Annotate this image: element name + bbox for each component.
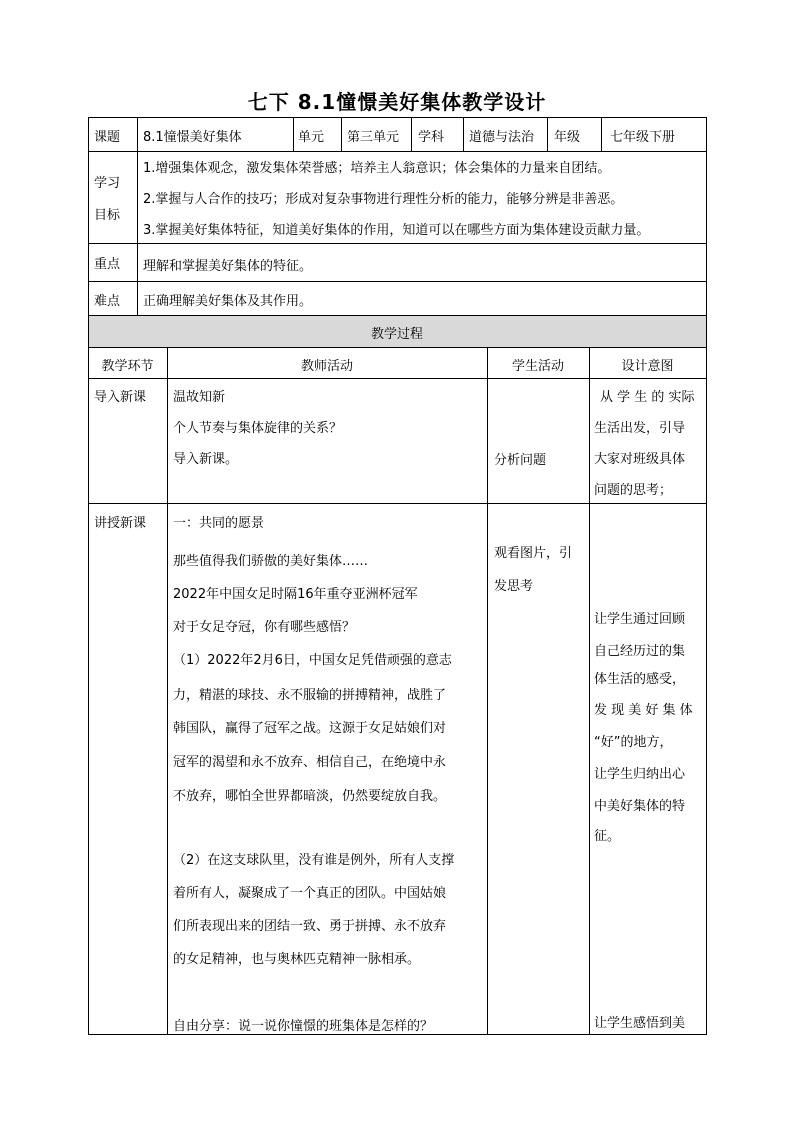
intent-lecture-line: 征。 [594,829,621,844]
intent-lecture-line: “好”的地方， [594,735,673,750]
goal-item: 2.掌握与人合作的技巧；形成对复杂事物进行理性分析的能力，能够分辨是非善恶。 [143,192,624,207]
teacher-lecture-line: 着所有人，凝聚成了一个真正的团队。中国姑娘 [173,886,447,901]
intent-lecture-line: 让学生通过回顾 [594,612,686,627]
student-intro: 分析问题 [494,453,547,468]
topic-value: 8.1憧憬美好集体 [143,130,242,145]
teacher-lecture-line: 一：共同的愿景 [173,516,265,531]
column-header-teacher: 教师活动 [300,359,353,374]
goals-label-line1: 学习 [94,176,121,191]
stage-intro: 导入新课 [94,390,147,405]
teacher-lecture-line: 2022年中国女足时隔16年重夺亚洲杯冠军 [173,587,418,602]
intent-lecture-line: 让学生感悟到美 [594,1016,686,1031]
teacher-intro-line: 温故知新 [173,390,226,405]
column-header-intent: 设计意图 [621,359,674,374]
unit-label: 单元 [298,130,325,145]
student-lecture-line: 观看图片，引 [494,546,573,561]
key-point-value: 理解和掌握美好集体的特征。 [143,259,313,274]
subject-value: 道德与法治 [469,130,535,145]
intent-lecture-line: 发 现 美 好 集 体 [594,703,693,718]
intent-intro-line: 问题的思考； [594,483,673,498]
goals-label-line2: 目标 [94,208,121,223]
page-title: 七下 8.1憧憬美好集体教学设计 [247,90,547,114]
teacher-lecture-line: （2）在这支球队里，没有谁是例外，所有人支撑 [173,853,455,868]
teacher-intro-line: 导入新课。 [173,452,239,467]
teacher-lecture-line: 的女足精神，也与奥林匹克精神一脉相承。 [173,952,421,967]
grade-label: 年级 [554,130,581,145]
teacher-lecture-line: 们所表现出来的团结一致、勇于拼搏、永不放弃 [173,919,447,934]
intent-lecture-line: 让学生归纳出心 [594,767,686,782]
teacher-lecture-line: 韩国队，赢得了冠军之战。这源于女足姑娘们对 [173,721,447,736]
grade-value: 七年级下册 [610,130,676,145]
difficulty-value: 正确理解美好集体及其作用。 [143,294,313,309]
unit-value: 第三单元 [347,130,400,145]
teacher-lecture-line: 自由分享：说一说你憧憬的班集体是怎样的？ [173,1019,434,1034]
teacher-lecture-line: 冠军的渴望和永不放弃、相信自己，在绝境中永 [173,755,447,770]
teacher-lecture-line: 力，精湛的球技、永不服输的拼搏精神，战胜了 [173,688,447,703]
stage-lecture: 讲授新课 [94,516,147,531]
goal-item: 3.掌握美好集体特征，知道美好集体的作用，知道可以在哪些方面为集体建设贡献力量。 [143,223,650,238]
goal-item: 1.增强集体观念，激发集体荣誉感；培养主人翁意识；体会集体的力量来自团结。 [143,161,611,176]
intent-lecture-line: 中美好集体的特 [594,799,686,814]
topic-label: 课题 [94,130,121,145]
intent-intro-line: 从 学 生 的 实际 [600,390,695,405]
intent-lecture-line: 体生活的感受， [594,672,686,687]
teacher-intro-line: 个人节奏与集体旋律的关系？ [173,421,343,436]
teacher-lecture-line: 那些值得我们骄傲的美好集体…… [173,554,369,569]
key-point-label: 重点 [94,257,121,272]
teacher-lecture-line: 对于女足夺冠，你有哪些感悟？ [173,620,356,635]
column-header-stage: 教学环节 [101,359,154,374]
intent-lecture-line: 自己经历过的集 [594,644,686,659]
intent-intro-line: 生活出发，引导 [594,421,686,436]
subject-label: 学科 [418,130,445,145]
column-header-student: 学生活动 [511,359,564,374]
teacher-lecture-line: 不放弃，哪怕全世界都暗淡，仍然要绽放自我。 [173,789,447,804]
teacher-lecture-line: （1）2022年2月6日，中国女足凭借顽强的意志 [173,653,452,668]
student-lecture-line: 发思考 [494,579,534,594]
difficulty-label: 难点 [94,294,121,309]
intent-intro-line: 大家对班级具体 [594,452,686,467]
process-header: 教学过程 [370,327,423,342]
